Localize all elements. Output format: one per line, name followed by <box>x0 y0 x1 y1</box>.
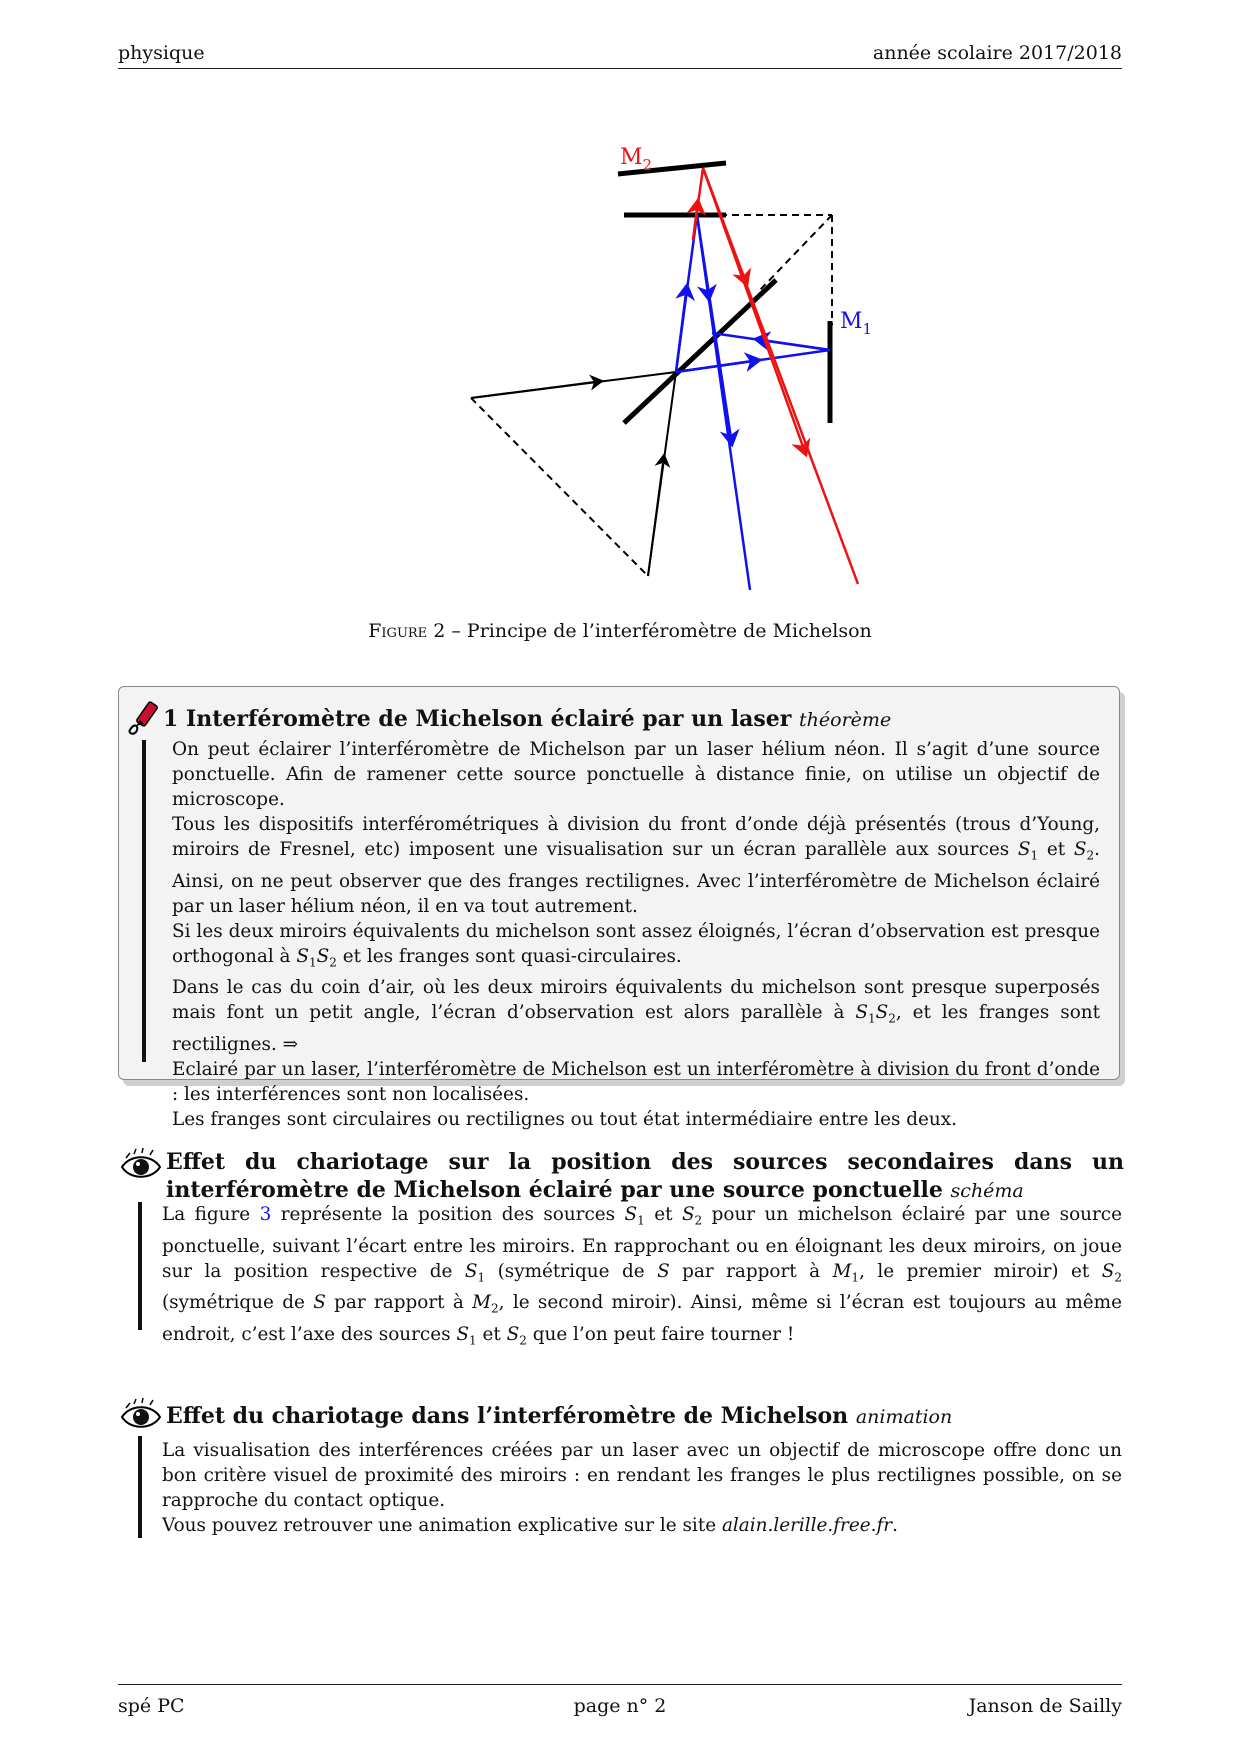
figure-caption: Figure 2 – Principe de l’interféromètre de Michelson <box>368 620 872 642</box>
figure-ref-link[interactable]: 3 <box>259 1204 272 1225</box>
dashed-source-left <box>471 398 648 576</box>
label-m1: $M_1$ <box>840 309 873 338</box>
theorem-p6: Les franges sont circulaires ou rectilignes ou tout état intermédiaire entre les deux. <box>172 1109 957 1131</box>
theorem-p4: Dans le cas du coin d’air, où les deux miroirs équivalents du michelson sont presque superposés mais font un petit angle, l’écran d’observation est alors parallèle à $S_1S_2$, et les franges sont rectilignes. ⇒ <box>172 977 1101 1056</box>
site-link[interactable]: alain.lerille.free.fr <box>721 1515 893 1536</box>
section1-body: La figure 3 représente la position des sources $S_1$ et $S_2$ pour un michelson éclairé par une source ponctuelle, suivant l’écart entre les miroirs. En rapprochant ou en éloignant les deux miroirs, on joue sur la position respective de $S_1$ (symétrique de S par rapport à $M_1$, le premier miroir) et $S_2$ (symétrique de S par rapport à $M_2$, le second miroir). Ainsi, même si l’écran est toujours au même endroit, c’est l’axe des sources $S_1$ et $S_2$ que l’on peut faire tourner ! <box>162 1204 1122 1348</box>
theorem-p3: Si les deux miroirs équivalents du michelson sont assez éloignés, l’écran d’observation est presque orthogonal à $S_1S_2$ et les franges sont quasi-circulaires. <box>172 920 1100 970</box>
ray-blue-up-arrow <box>676 285 687 372</box>
section1-title: Effet du chariotage sur la position des sources secondaires dans un interféromètre de Michelson éclairé par une source ponctuelle schéma <box>166 1149 1124 1203</box>
theorem-p1: On peut éclairer l’interféromètre de Michelson par un laser hélium néon. Il s’agit d’une source ponctuelle. Afin de ramener cette source ponctuelle à distance finie, on utilise un objectif de microscope. <box>172 739 1100 810</box>
michelson-diagram <box>460 135 880 595</box>
footer-page: page n° 2 <box>573 1695 667 1717</box>
pencil-icon <box>126 700 162 736</box>
theorem-bar <box>142 740 146 1062</box>
footer-class: spé PC <box>118 1695 185 1717</box>
theorem-p5: Eclairé par un laser, l’interféromètre de Michelson est un interféromètre à division du front d’onde : les interférences sont non localisées. <box>172 1059 1100 1106</box>
page-header <box>118 40 1122 69</box>
label-m2: $M_2$ <box>620 145 653 174</box>
dashed-diag <box>760 215 832 290</box>
section2-body: La visualisation des interférences créées par un laser avec un objectif de microscope offre donc un bon critère visuel de proximité des miroirs : en rendant les franges le plus rectilignes possible, on se rapproche du contact optique. Vous pouvez retrouver une animation explicative sur le site alain.lerille.free.fr. <box>162 1440 1122 1536</box>
footer-school: Janson de Sailly <box>968 1695 1122 1717</box>
ray-incident-arrow <box>471 381 602 398</box>
ray-blue-down-arrow2 <box>697 215 732 445</box>
ray-source-up-arrow <box>648 455 664 576</box>
theorem-title: 1 Interféromètre de Michelson éclairé par un laser théorème <box>163 706 892 732</box>
header-subject: physique <box>118 42 205 64</box>
section1-bar <box>138 1202 142 1330</box>
ray-red-down-arrow2 <box>703 168 806 455</box>
section2-title: Effet du chariotage dans l’interféromètre de Michelson animation <box>166 1403 953 1429</box>
eye-icon <box>120 1148 162 1186</box>
eye-icon <box>120 1398 162 1436</box>
page-footer <box>118 1684 1122 1725</box>
header-year: année scolaire 2017/2018 <box>872 42 1122 64</box>
theorem-p2: Tous les dispositifs interférométriques à division du front d’onde déjà présentés (trous d’Young, miroirs de Fresnel, etc) imposent une visualisation sur un écran parallèle aux sources $S_1$ et $S_2$. Ainsi, on ne peut observer que des franges rectilignes. Avec l’interféromètre de Michelson éclairé par un laser hélium néon, il en va tout autrement. <box>172 814 1100 917</box>
theorem-body <box>172 737 1100 1132</box>
section2-bar <box>138 1436 142 1538</box>
